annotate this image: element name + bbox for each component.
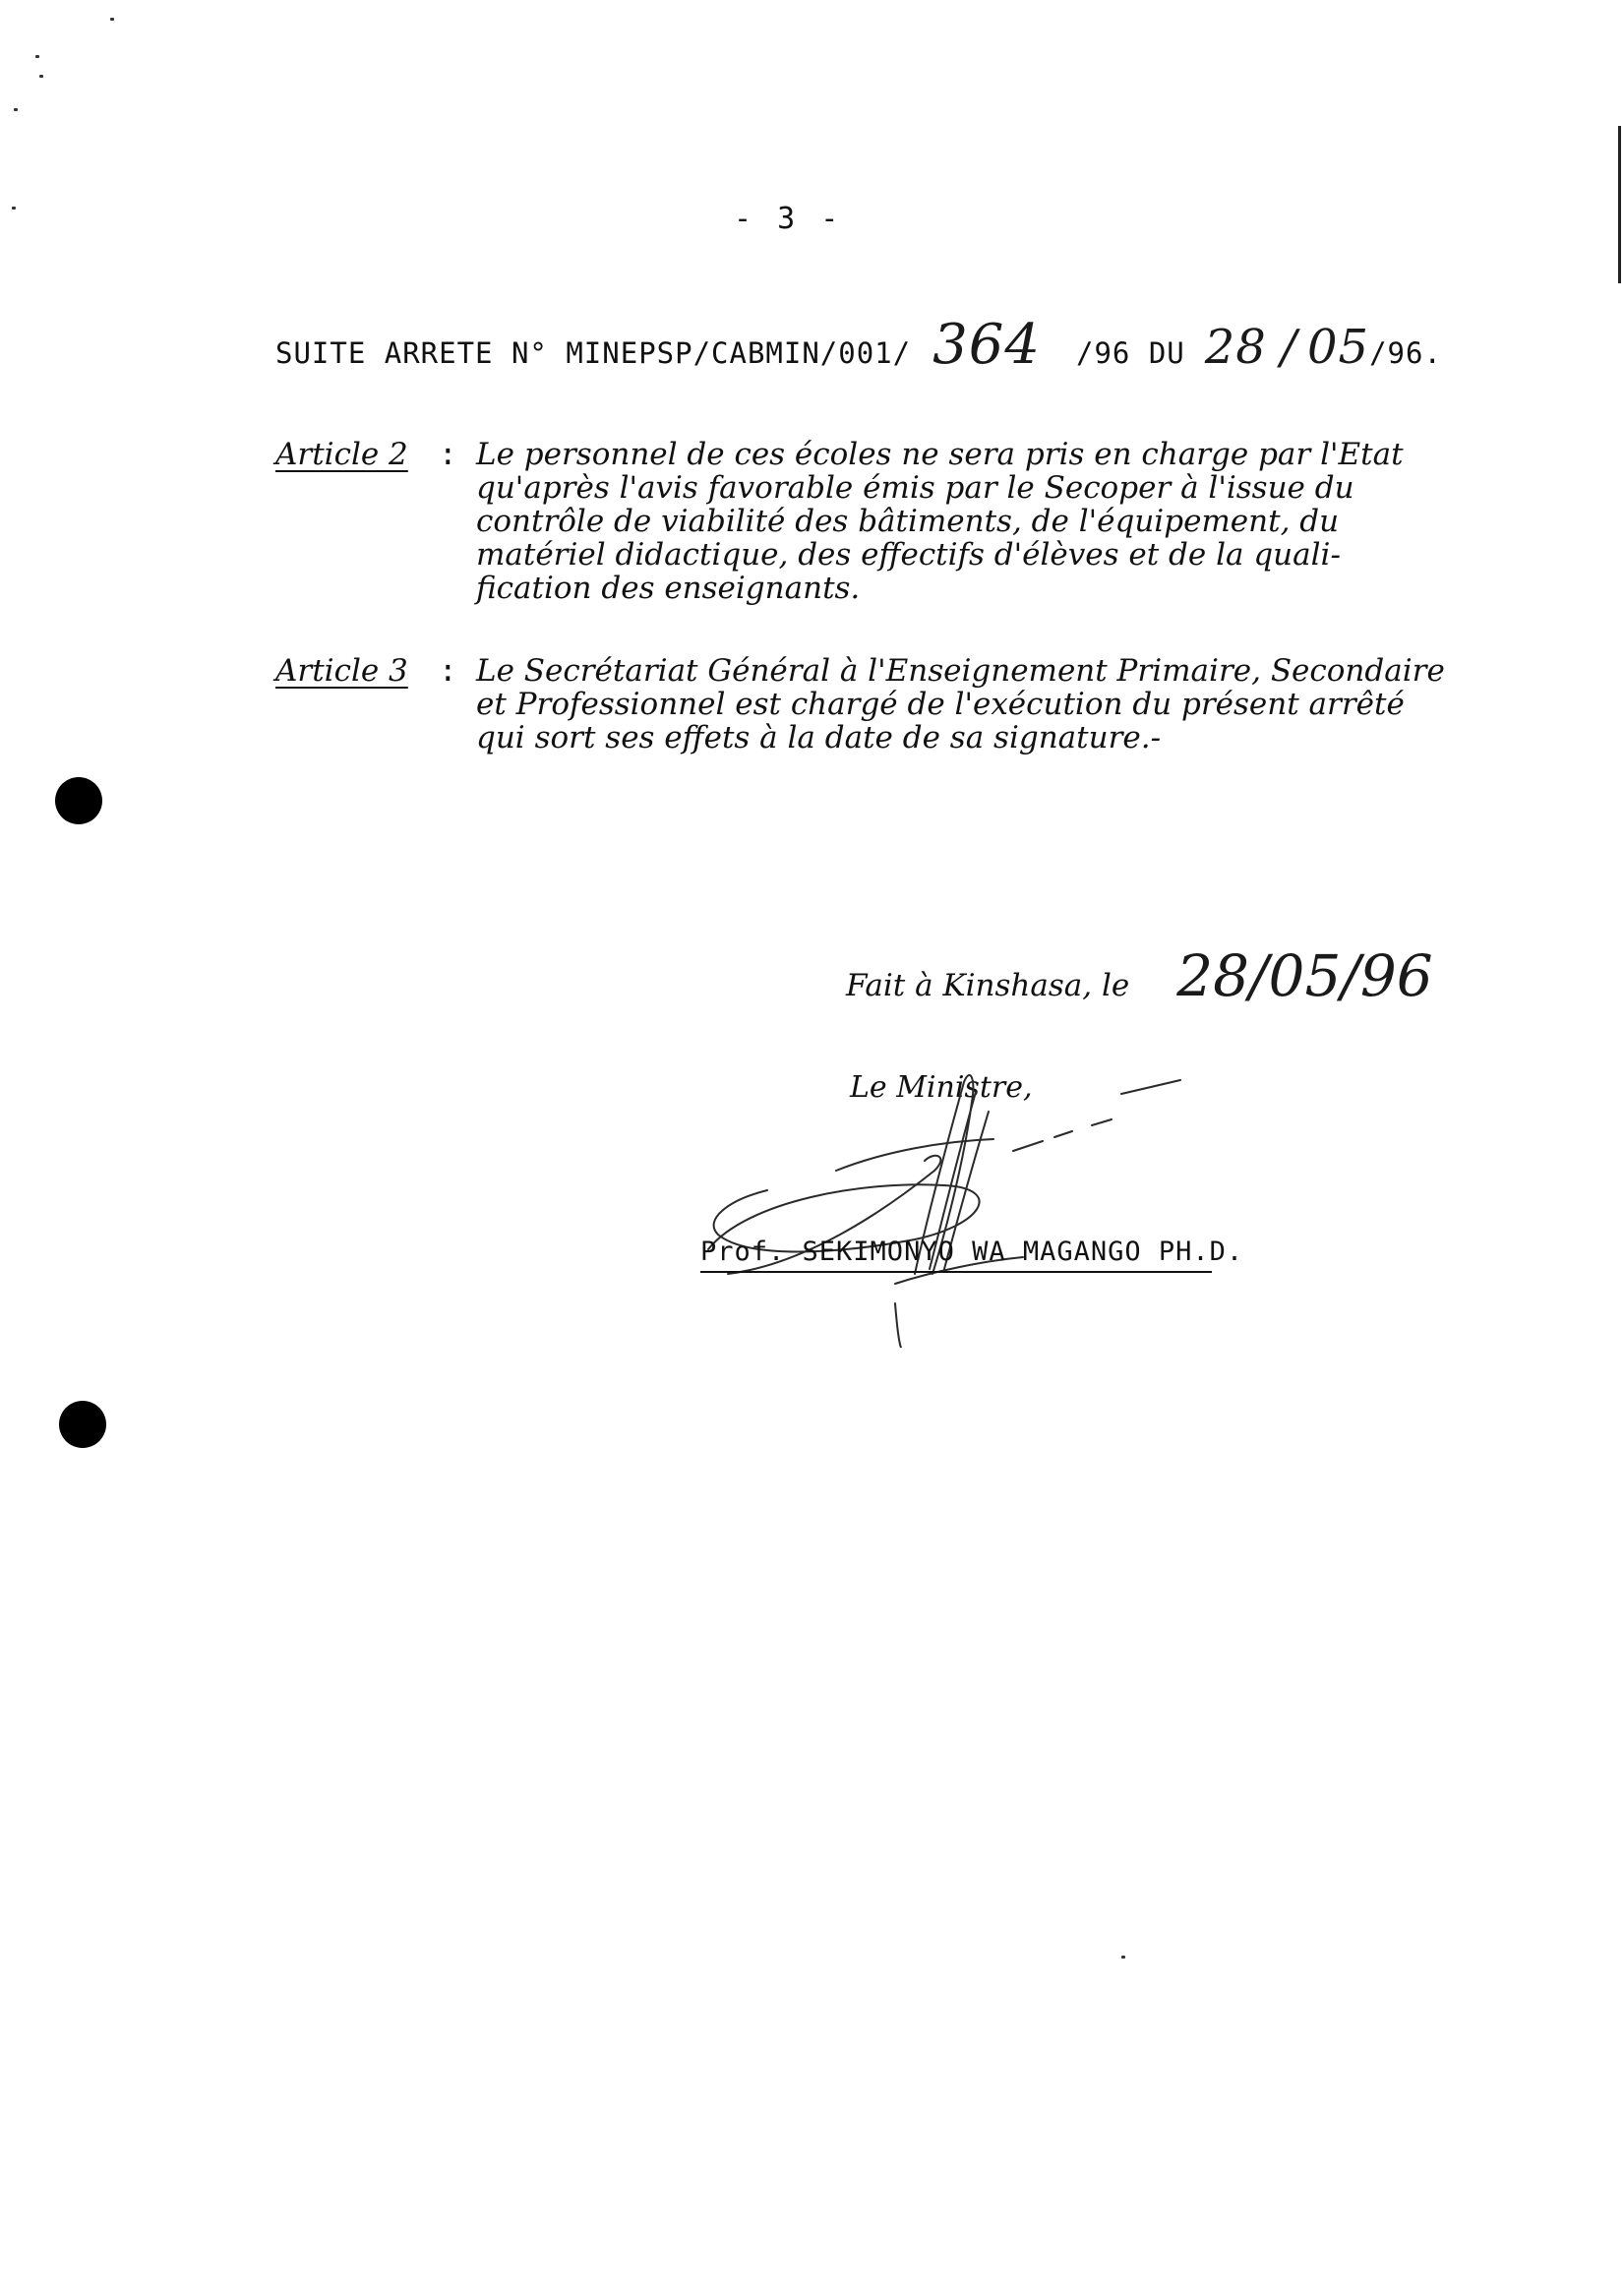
decree-year-separator: /96 DU xyxy=(1075,336,1185,370)
punch-hole-bottom xyxy=(59,1401,106,1448)
article-3-line: qui sort ses effets à la date de sa signature.- xyxy=(476,720,1162,755)
article-2-line: Le personnel de ces écoles ne sera pris en charge par l'Etat xyxy=(476,437,1404,472)
handwritten-month: 05 xyxy=(1307,320,1370,375)
decree-reference-suffix: /96. xyxy=(1369,336,1442,370)
article-3-line: Le Secrétariat Général à l'Enseignement Primaire, Secondaire xyxy=(476,653,1445,689)
scan-edge-line xyxy=(1618,126,1621,283)
article-3-line: et Professionnel est chargé de l'exécution du présent arrêté xyxy=(476,687,1405,722)
article-2-label: Article 2 xyxy=(275,437,408,472)
scan-speck xyxy=(12,207,16,210)
place-and-date xyxy=(846,942,1433,1009)
punch-hole-top xyxy=(55,777,102,824)
handwritten-slash: / xyxy=(1280,320,1297,375)
article-2-line: qu'après l'avis favorable émis par le Secoper à l'issue du xyxy=(476,470,1354,506)
signer-name: Prof. SEKIMONYO WA MAGANGO PH.D. xyxy=(700,1237,1212,1273)
article-3-colon: : xyxy=(439,653,457,689)
handwritten-signing-date: 28/05/96 xyxy=(1176,942,1433,1009)
article-3-label: Article 3 xyxy=(275,653,408,689)
handwritten-day: 28 xyxy=(1204,320,1267,375)
page-number: - 3 - xyxy=(734,202,843,236)
scan-speck xyxy=(1121,1956,1125,1959)
article-2-line: fication des enseignants. xyxy=(476,571,861,606)
article-2-colon: : xyxy=(439,437,457,472)
minister-label: Le Ministre, xyxy=(850,1070,1033,1105)
scan-speck xyxy=(35,55,39,58)
article-2-line: contrôle de viabilité des bâtiments, de l'équipement, du xyxy=(476,504,1340,539)
scan-speck xyxy=(39,75,43,78)
decree-reference xyxy=(275,313,1442,377)
handwritten-decree-number: 364 xyxy=(932,313,1041,377)
decree-reference-prefix: SUITE ARRETE N° MINEPSP/CABMIN/001/ xyxy=(275,336,912,370)
article-2-line: matériel didactique, des effectifs d'élèves et de la quali- xyxy=(476,537,1341,573)
handwritten-signature xyxy=(689,1062,1220,1348)
place-label: Fait à Kinshasa, le xyxy=(846,968,1130,1003)
scan-speck xyxy=(110,18,114,21)
scan-speck xyxy=(14,108,18,111)
